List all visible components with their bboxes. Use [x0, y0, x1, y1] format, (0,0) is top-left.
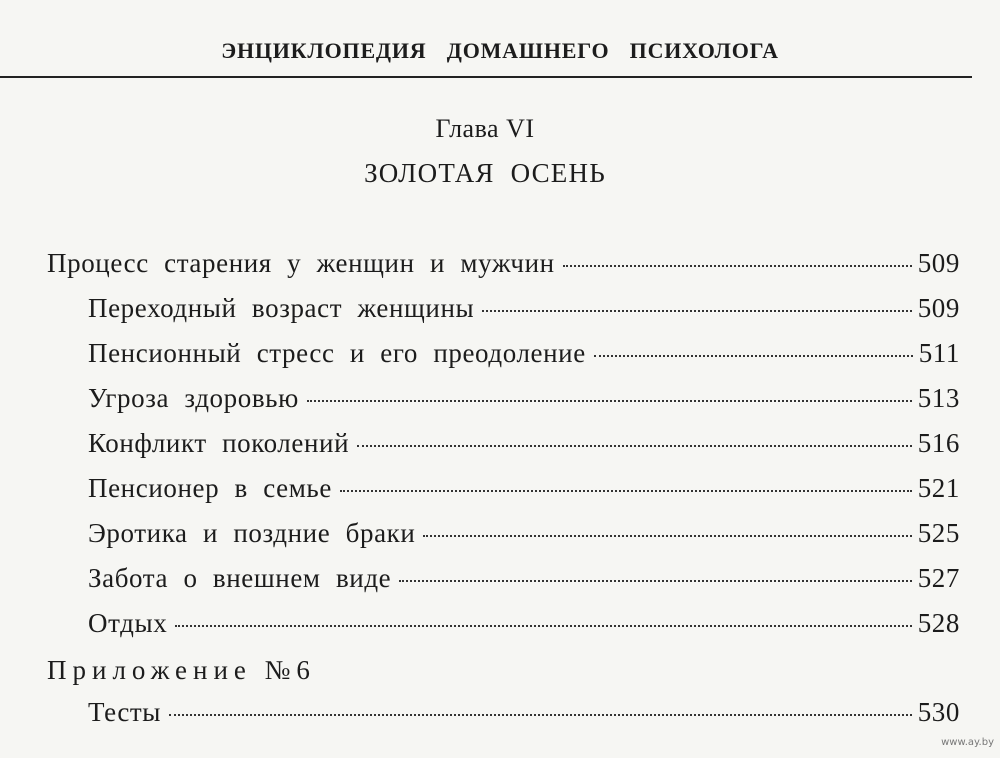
- toc-entry-page: 511: [918, 338, 960, 368]
- toc-entry: [88, 697, 960, 733]
- toc-entry-label: Угроза здоровью: [88, 383, 299, 413]
- dot-leader: [423, 535, 911, 537]
- toc-entry-page: 530: [917, 697, 960, 727]
- toc-entry: [88, 563, 960, 599]
- site-watermark: www.ay.by: [941, 737, 994, 748]
- toc-entry-label: Пенсионный стресс и его преодоление: [88, 338, 586, 368]
- toc-entry-label: Забота о внешнем виде: [88, 563, 392, 593]
- toc-entry-label: Эротика и поздние браки: [88, 518, 416, 548]
- toc-entry-page: 521: [917, 473, 960, 503]
- toc-entry-label: Тесты: [88, 697, 162, 727]
- toc-entry-page: 528: [917, 608, 960, 638]
- toc-entry-page: 527: [917, 563, 960, 593]
- dot-leader: [563, 265, 912, 267]
- toc-entry: [47, 248, 960, 284]
- dot-leader: [169, 714, 912, 716]
- dot-leader: [482, 310, 911, 312]
- toc-entry-label: Отдых: [88, 608, 168, 638]
- dot-leader: [594, 355, 913, 357]
- toc-entry-page: 509: [917, 248, 960, 278]
- toc-entry: [88, 473, 960, 509]
- header-rule: [0, 76, 972, 78]
- chapter-title: ЗОЛОТАЯ ОСЕНЬ: [364, 158, 606, 188]
- dot-leader: [357, 445, 912, 447]
- toc-entry-page: 513: [917, 383, 960, 413]
- chapter-number: Глава VI: [435, 114, 535, 143]
- book-running-header: ЭНЦИКЛОПЕДИЯ ДОМАШНЕГО ПСИХОЛОГА: [221, 38, 779, 63]
- toc-entry-label: Пенсионер в семье: [88, 473, 332, 503]
- toc-entry: [88, 608, 960, 644]
- toc-entry-page: 516: [917, 428, 960, 458]
- toc-entry: [88, 293, 960, 329]
- toc-entry-label: Процесс старения у женщин и мужчин: [47, 248, 555, 278]
- toc-entry-label: Переходный возраст женщины: [88, 293, 475, 323]
- toc-entry: [88, 383, 960, 419]
- toc-entry-page: 525: [917, 518, 960, 548]
- appendix-heading: Приложение №6: [47, 655, 316, 685]
- toc-entry: [88, 338, 960, 374]
- toc-entry-label: Конфликт поколений: [88, 428, 350, 458]
- dot-leader: [399, 580, 911, 582]
- dot-leader: [340, 490, 912, 492]
- toc-entry: [88, 518, 960, 554]
- toc-entry: [88, 428, 960, 464]
- dot-leader: [175, 625, 911, 627]
- dot-leader: [307, 400, 912, 402]
- toc-entry-page: 509: [917, 293, 960, 323]
